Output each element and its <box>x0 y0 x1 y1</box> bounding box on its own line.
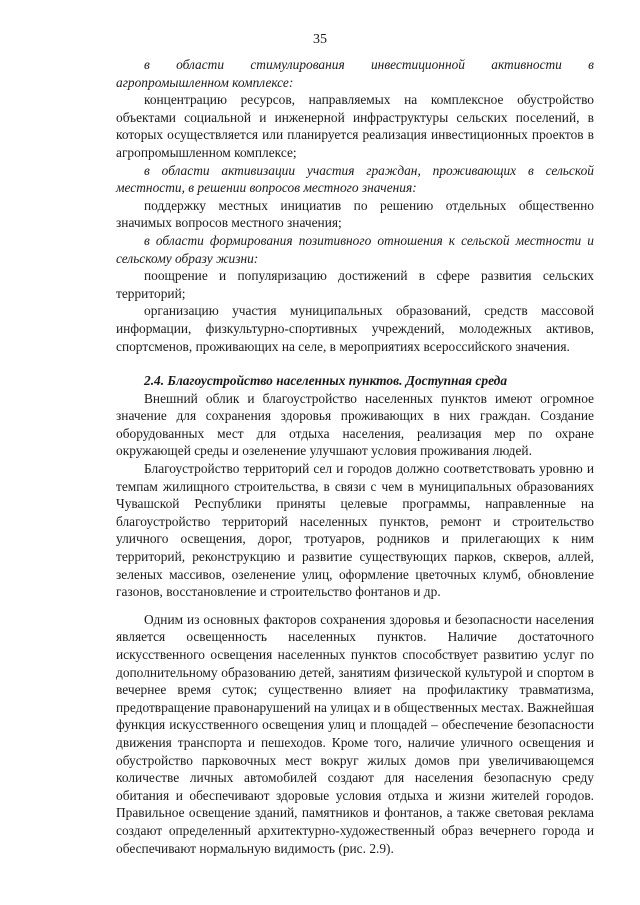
paragraph-rural-attitude: в области формирования позитивного отношения к сельской местности и сельскому образу жизни: <box>116 232 594 266</box>
paragraph-local-initiatives: поддержку местных инициатив по решению отдельных общественно значимых вопросов местного значения; <box>116 197 594 231</box>
paragraph-investment-activity: в области стимулирования инвестиционной активности в агропромышленном комплексе: <box>116 57 594 90</box>
paragraph-organization: организацию участия муниципальных образований, средств массовой информации, физкультурно-спортивных учреждений, молодежных активов, спортсменов, проживающих на селе, в мероприятиях всероссийского значения. <box>116 303 594 354</box>
paragraph-resource-concentration: концентрацию ресурсов, направляемых на комплексное обустройство объектами социальной и инженерной инфраструктуры сельских поселений, в которых осуществляется или планируется реализация инвестиционных проектов в агропромышленном комплексе; <box>116 92 594 160</box>
paragraph-achievements: поощрение и популяризацию достижений в сфере развития сельских территорий; <box>116 268 594 301</box>
page-body <box>116 56 594 857</box>
page-number: 35 <box>313 32 327 47</box>
section-heading: 2.4. Благоустройство населенных пунктов. Доступная среда <box>144 373 508 389</box>
paragraph-lighting: Одним из основных факторов сохранения здоровья и безопасности населения является освещенность населенных пунктов. Наличие достаточного искусственного освещения населенных пунктов способствует развитию услуг по дополнительному образованию детей, занятиям физической культурой и спортом в вечернее время суток; существенно влияет на профилактику травматизма, предотвращение правонарушений на улицах и в общественных местах. Важнейшая функция искусственного освещения улиц и площадей – обеспечение безопасности движения транспорта и пешеходов. Кроме того, наличие уличного освещения и обустройство парковочных мест вокруг жилых домов при увеличивающемся количестве личных автомобилей создают для населения безопасную среду обитания и обеспечивают здоровые условия отдыха и жизни жителей городов. Правильное освещение зданий, памятников и фонтанов, а также световая реклама создают определенный архитектурно-художественный образ вечернего города и обеспечивают нормальную видимость (рис. 2.9). <box>116 611 594 856</box>
paragraph-improvement-programs: Благоустройство территорий сел и городов должно соответствовать уровню и темпам жилищного строительства, в связи с чем в муниципальных образованиях Чувашской Республики приняты целевые программы, направленные на благоустройство территорий населенных пунктов, ремонт и строительство уличного освещения, дорог, тротуаров, родников и прилегающих к ним территорий, реконструкцию и развитие существующих парков, скверов, аллей, зеленых массивов, озеленение улиц, оформление цветочных клумб, обновление газонов, восстановление и строительство фонтанов и др. <box>116 461 594 600</box>
paragraph-citizen-participation: в области активизации участия граждан, проживающих в сельской местности, в решении вопросов местного значения: <box>116 162 594 196</box>
paragraph-appearance: Внешний облик и благоустройство населенных пунктов имеют огромное значение для сохранения здоровья проживающих в них граждан. Создание оборудованных мест для отдыха населения, реализация мер по охране окружающей среды и озеленение улучшают условия проживания людей. <box>116 390 594 459</box>
